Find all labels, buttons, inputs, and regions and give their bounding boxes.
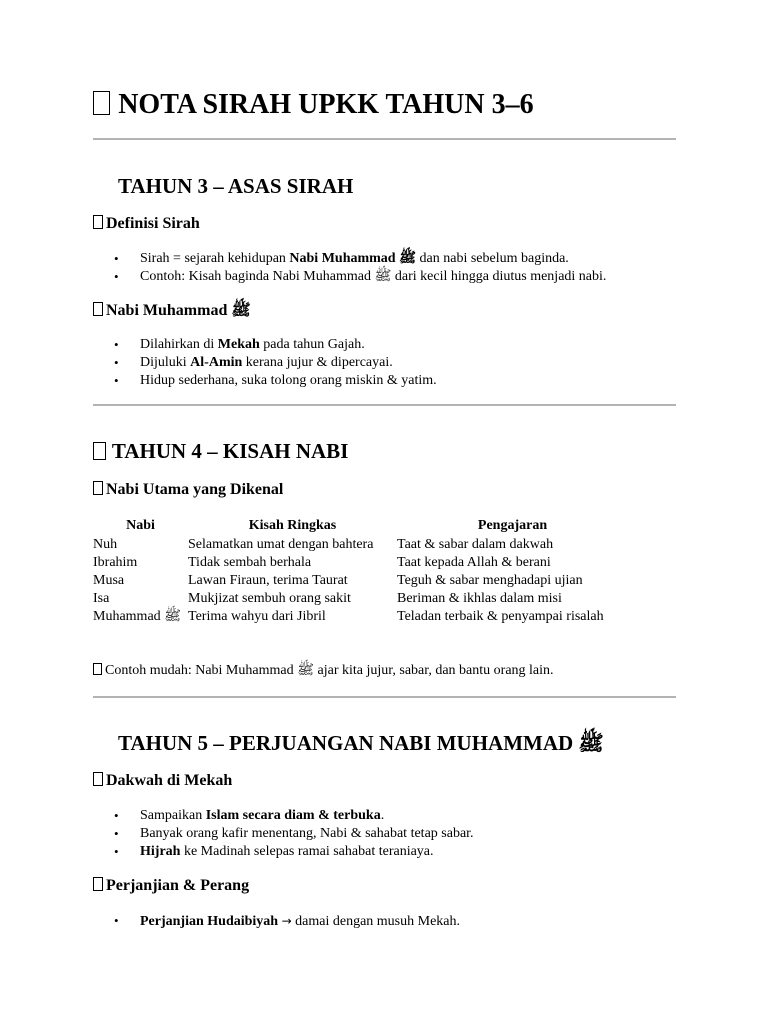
divider <box>93 404 676 406</box>
missing-glyph-icon <box>93 91 110 115</box>
missing-glyph-icon <box>93 215 103 229</box>
list-item: • Sampaikan Islam secara diam & terbuka. <box>93 807 474 825</box>
subheading-dakwah-mekah: Dakwah di Mekah <box>93 771 232 791</box>
missing-glyph-icon <box>93 772 103 786</box>
subheading-definisi-sirah: Definisi Sirah <box>93 214 200 234</box>
list-perjanjian-perang <box>93 912 460 931</box>
missing-glyph-icon <box>93 877 103 891</box>
table-cell: Nuh <box>93 537 118 552</box>
table-header-cell: Pengajaran <box>477 518 548 533</box>
list-item: • Banyak orang kafir menentang, Nabi & sahabat tetap sabar. <box>93 825 474 843</box>
table-cell: Teguh & sabar menghadapi ujian <box>397 573 583 588</box>
table-cell: Musa <box>93 573 125 588</box>
arrow-right-icon: → <box>281 914 292 928</box>
table-row <box>93 572 628 590</box>
table-cell: Isa <box>93 591 110 606</box>
list-item: • Dilahirkan di Mekah pada tahun Gajah. <box>93 336 437 354</box>
table-row <box>93 590 628 608</box>
table-header-row <box>93 516 628 536</box>
table-cell: Ibrahim <box>93 555 138 570</box>
nabi-table <box>93 516 628 626</box>
table-row <box>93 608 628 626</box>
table-cell: Mukjizat sembuh orang sakit <box>188 591 351 606</box>
list-item: • Perjanjian Hudaibiyah → damai dengan musuh Mekah. <box>93 912 460 931</box>
table-header-cell: Nabi <box>126 518 155 533</box>
table-cell: Muhammad ﷺ <box>93 609 182 624</box>
section-heading-tahun3: TAHUN 3 – ASAS SIRAH <box>118 174 354 198</box>
table-cell: Taat kepada Allah & berani <box>397 555 551 570</box>
list-item: • Hidup sederhana, suka tolong orang miskin & yatim. <box>93 372 437 390</box>
missing-glyph-icon <box>93 663 102 675</box>
missing-glyph-icon <box>93 442 106 460</box>
section-heading-tahun4: TAHUN 4 – KISAH NABI <box>93 438 348 464</box>
subheading-nabi-utama: Nabi Utama yang Dikenal <box>93 480 283 500</box>
table-cell: Taat & sabar dalam dakwah <box>397 537 554 552</box>
table-row <box>93 536 628 554</box>
table-header-cell: Kisah Ringkas <box>248 518 337 533</box>
divider <box>93 696 676 698</box>
subheading-nabi-muhammad: Nabi Muhammad ﷺ <box>93 301 251 321</box>
list-item: • Dijuluki Al-Amin kerana jujur & dipercayai. <box>93 354 437 372</box>
missing-glyph-icon <box>93 302 103 316</box>
table-cell: Lawan Firaun, terima Taurat <box>188 573 348 588</box>
table-cell: Teladan terbaik & penyampai risalah <box>397 609 604 624</box>
table-row <box>93 554 628 572</box>
list-nabi-muhammad <box>93 336 437 390</box>
table-cell: Tidak sembah berhala <box>188 555 312 570</box>
list-item: • Sirah = sejarah kehidupan Nabi Muhammad ﷺ dan nabi sebelum baginda. <box>93 250 606 268</box>
missing-glyph-icon <box>93 481 103 495</box>
page-title: NOTA SIRAH UPKK TAHUN 3–6 <box>93 88 534 122</box>
table-cell: Terima wahyu dari Jibril <box>188 609 326 624</box>
table-cell: Selamatkan umat dengan bahtera <box>188 537 374 552</box>
section-heading-tahun5: TAHUN 5 – PERJUANGAN NABI MUHAMMAD ﷺ <box>118 731 604 755</box>
list-item: • Hijrah ke Madinah selepas ramai sahabat teraniaya. <box>93 843 474 861</box>
example-note: Contoh mudah: Nabi Muhammad ﷺ ajar kita jujur, sabar, dan bantu orang lain. <box>93 662 554 680</box>
table-cell: Beriman & ikhlas dalam misi <box>397 591 562 606</box>
list-item: • Contoh: Kisah baginda Nabi Muhammad ﷺ dari kecil hingga diutus menjadi nabi. <box>93 268 606 286</box>
subheading-perjanjian-perang: Perjanjian & Perang <box>93 876 249 896</box>
list-definisi-sirah <box>93 250 606 286</box>
list-dakwah-mekah <box>93 807 474 861</box>
divider <box>93 138 676 140</box>
